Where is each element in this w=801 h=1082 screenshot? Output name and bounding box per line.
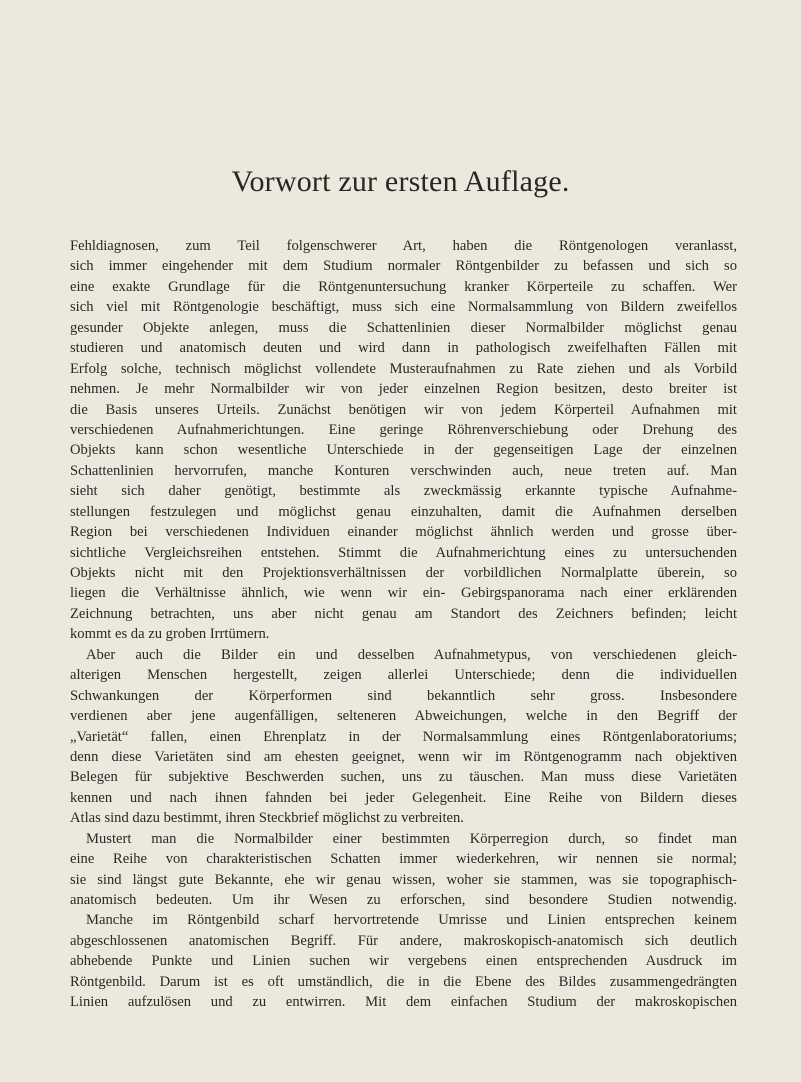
text-line: Mustert man die Normalbilder einer bestimmten Körperregion durch, so findet man xyxy=(86,830,737,847)
text-line: denn diese Varietäten sind am ehesten geeignet, wenn wir im Röntgenogramm nach objektiven xyxy=(70,748,737,765)
text-line: sieht sich daher genötigt, bestimmte als zweckmässig erkannte typische Aufnahme- xyxy=(70,483,737,500)
text-line: Objekts nicht mit den Projektionsverhältnissen der vorbildlichen Normalplatte überein, so xyxy=(70,565,737,581)
body-text xyxy=(70,236,737,1013)
text-line: „Varietät“ fallen, einen Ehrenplatz in der Normalsammlung eines Röntgenlaboratoriums; xyxy=(70,728,737,745)
text-line: Fehldiagnosen, zum Teil folgenschwerer Art, haben die Röntgenologen veranlasst, xyxy=(70,238,737,254)
text-line: stellungen festzulegen und möglichst genau einzuhalten, damit die Aufnahmen derselben xyxy=(70,503,737,520)
page-title: Vorwort zur ersten Auflage. xyxy=(231,165,570,198)
text-line: studieren und anatomisch deuten und wird dann in pathologisch zweifelhaften Fällen mit xyxy=(70,340,737,357)
text-line: sie sind längst gute Bekannte, ehe wir genau wissen, woher sie stammen, was sie topographisch- xyxy=(70,871,737,888)
text-line: Objekts kann schon wesentliche Unterschiede in der gegenseitigen Lage der einzelnen xyxy=(70,442,737,459)
text-line: sichtliche Vergleichsreihen entstehen. Stimmt die Aufnahmerichtung eines zu untersuchenden xyxy=(70,544,737,561)
text-line: sich immer eingehender mit dem Studium normaler Röntgenbilder zu befassen und sich so xyxy=(70,258,737,275)
text-line: alterigen Menschen hergestellt, zeigen allerlei Unterschiede; denn die individuellen xyxy=(70,667,737,684)
text-line: abgeschlossenen anatomischen Begriff. Für andere, makroskopisch-anatomisch sich deutlich xyxy=(70,932,737,949)
text-line: Erfolg solche, technisch möglichst vollendete Musteraufnahmen zu Rate ziehen und als Vorbild xyxy=(70,360,737,377)
text-line: Region bei verschiedenen Individuen einander möglichst ähnlich werden und grosse über- xyxy=(70,524,737,541)
text-line: sich viel mit Röntgenologie beschäftigt, muss sich eine Normalsammlung von Bildern zweifellos xyxy=(70,299,737,316)
text-line: Röntgenbild. Darum ist es oft umständlich, die in die Ebene des Bildes zusammengedrängten xyxy=(70,973,737,990)
text-line: Schattenlinien hervorrufen, manche Konturen verschwinden auch, neue treten auf. Man xyxy=(70,462,737,479)
text-line: liegen die Verhältnisse ähnlich, wie wenn wir ein- Gebirgspanorama nach einer erklärenden xyxy=(70,585,737,602)
text-line: verdienen aber jene augenfälligen, selteneren Abweichungen, welche in den Begriff der xyxy=(70,708,737,725)
text-line: kommt es da zu groben Irrtümern. xyxy=(70,626,270,643)
text-line: Aber auch die Bilder ein und desselben Aufnahmetypus, von verschiedenen gleich- xyxy=(86,646,737,663)
text-line: die Basis unseres Urteils. Zunächst benötigen wir von jedem Körperteil Aufnahmen mit xyxy=(70,401,737,418)
text-line: eine Reihe von charakteristischen Schatten immer wiederkehren, wir nennen sie normal; xyxy=(70,851,737,868)
text-line: Belegen für subjektive Beschwerden suchen, uns zu täuschen. Man muss diese Varietäten xyxy=(70,769,737,786)
text-line: kennen und nach ihnen fahnden bei jeder Gelegenheit. Eine Reihe von Bildern dieses xyxy=(70,789,737,806)
text-line: abhebende Punkte und Linien suchen wir vergebens einen entsprechenden Ausdruck im xyxy=(70,953,737,970)
text-line: Manche im Röntgenbild scharf hervortretende Umrisse und Linien entsprechen keinem xyxy=(86,912,737,929)
text-line: Atlas sind dazu bestimmt, ihren Steckbrief möglichst zu verbreiten. xyxy=(70,810,464,827)
text-line: verschiedenen Aufnahmerichtungen. Eine geringe Röhrenverschiebung oder Drehung des xyxy=(70,421,737,438)
text-line: Zeichnung betrachten, uns aber nicht genau am Standort des Zeichners befinden; leicht xyxy=(70,605,737,622)
text-line: nehmen. Je mehr Normalbilder wir von jeder einzelnen Region besitzen, desto breiter ist xyxy=(70,381,737,398)
text-line: Linien aufzulösen und zu entwirren. Mit dem einfachen Studium der makroskopischen xyxy=(70,994,737,1011)
text-line: eine exakte Grundlage für die Röntgenuntersuchung kranker Körperteile zu schaffen. Wer xyxy=(70,278,737,295)
text-line: anatomisch bedeuten. Um ihr Wesen zu erforschen, sind besondere Studien notwendig. xyxy=(70,892,737,908)
text-line: Schwankungen der Körperformen sind bekanntlich sehr gross. Insbesondere xyxy=(70,687,737,704)
text-line: gesunder Objekte anlegen, muss die Schattenlinien dieser Normalbilder möglichst genau xyxy=(70,319,737,336)
